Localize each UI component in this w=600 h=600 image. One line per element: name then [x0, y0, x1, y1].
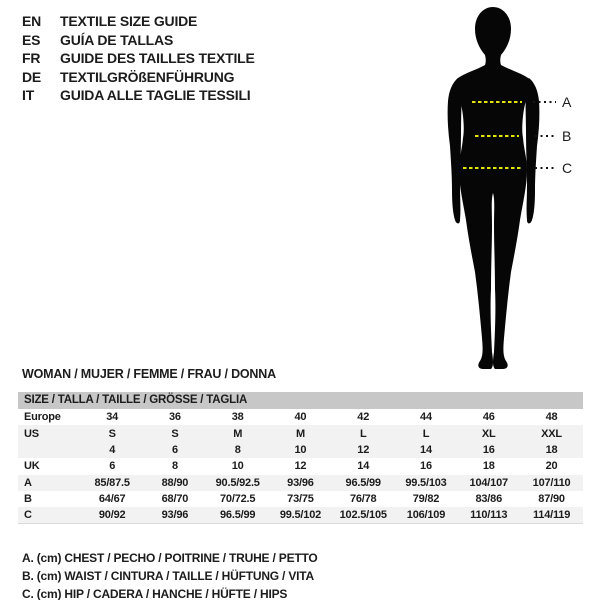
size-table-header-row — [18, 392, 583, 409]
language-row — [22, 31, 255, 50]
size-value-cell: 48 — [545, 411, 558, 424]
legend-line: A. (cm) CHEST / PECHO / POITRINE / TRUHE / PETTO — [22, 551, 318, 565]
size-value-cell: 20 — [545, 460, 558, 473]
woman-silhouette-figure — [437, 4, 563, 374]
legend-line: B. (cm) WAIST / CINTURA / TAILLE / HÜFTUNG / VITA — [22, 569, 314, 583]
table-row — [18, 442, 583, 458]
size-value-cell: 99.5/103 — [395, 475, 458, 491]
size-value-cell: 12 — [294, 460, 307, 473]
row-label: B — [24, 493, 32, 506]
language-label: GUÍA DE TALLAS — [60, 31, 174, 48]
size-value-cell: 85/87.5 — [81, 475, 144, 491]
size-value-cell: 114/119 — [520, 507, 583, 523]
table-row — [18, 475, 583, 491]
size-value-cell: 93/96 — [269, 475, 332, 491]
size-value-cell: 12 — [332, 442, 395, 458]
row-label: C — [18, 507, 81, 523]
size-value-cell: 46 — [482, 411, 495, 424]
language-row — [22, 49, 255, 68]
size-value-cell: 106/109 — [395, 507, 458, 523]
table-row — [18, 507, 583, 523]
size-value-cell: 16 — [457, 442, 520, 458]
measure-label-c: C — [562, 160, 573, 176]
size-value-cell: L — [395, 425, 458, 441]
size-value-cell: XXL — [520, 425, 583, 441]
measure-label-b: B — [562, 128, 572, 144]
size-value-cell: 8 — [171, 460, 178, 473]
size-value-cell: XL — [457, 425, 520, 441]
size-value-cell: 44 — [420, 411, 432, 424]
size-value-cell: 10 — [269, 442, 332, 458]
section-title-woman: WOMAN / MUJER / FEMME / FRAU / DONNA — [22, 367, 276, 381]
size-value-cell: 8 — [206, 442, 269, 458]
size-value-cell: 88/90 — [144, 475, 207, 491]
size-value-cell: 83/86 — [475, 493, 502, 506]
size-table-header: SIZE / TALLA / TAILLE / GRÖSSE / TAGLIA — [18, 392, 583, 409]
size-value-cell: 87/90 — [538, 493, 565, 506]
table-row — [18, 425, 583, 441]
size-value-cell: 18 — [482, 460, 495, 473]
legend-line: C. (cm) HIP / CADERA / HANCHE / HÜFTE / HIPS — [22, 587, 288, 600]
size-value-cell: 68/70 — [161, 493, 189, 506]
size-value-cell: 73/75 — [287, 493, 314, 506]
size-value-cell: 14 — [357, 460, 370, 473]
row-label: US — [18, 425, 81, 441]
size-value-cell: 70/72.5 — [220, 493, 256, 506]
size-value-cell: 102.5/105 — [332, 507, 395, 523]
language-code: ES — [22, 31, 41, 48]
size-value-cell: 38 — [231, 411, 244, 424]
size-value-cell: 40 — [294, 411, 307, 424]
table-row — [18, 458, 583, 474]
language-code: DE — [22, 68, 42, 85]
table-row — [18, 491, 583, 507]
language-label: GUIDE DES TAILLES TEXTILE — [60, 50, 255, 67]
size-value-cell: M — [206, 425, 269, 441]
size-value-cell: 107/110 — [520, 475, 583, 491]
size-value-cell: 4 — [81, 442, 144, 458]
size-value-cell: 110/113 — [457, 507, 520, 523]
size-value-cell: 42 — [357, 411, 370, 424]
size-value-cell: 34 — [106, 411, 119, 424]
size-value-cell: M — [269, 425, 332, 441]
row-label — [18, 442, 81, 458]
size-value-cell: 90/92 — [81, 507, 144, 523]
size-value-cell: 14 — [395, 442, 458, 458]
size-value-cell: 93/96 — [144, 507, 207, 523]
size-value-cell: 16 — [420, 460, 432, 473]
size-value-cell: S — [81, 425, 144, 441]
size-value-cell: 99.5/102 — [269, 507, 332, 523]
size-value-cell: 76/78 — [349, 493, 377, 506]
language-label: TEXTILE SIZE GUIDE — [60, 13, 198, 29]
row-label: A — [18, 475, 81, 491]
size-value-cell: 64/67 — [98, 493, 126, 506]
size-value-cell: 90.5/92.5 — [206, 475, 269, 491]
size-value-cell: 6 — [109, 460, 116, 473]
language-row — [22, 12, 255, 31]
size-value-cell: 10 — [231, 460, 244, 473]
row-label: Europe — [24, 411, 61, 424]
language-row — [22, 86, 255, 105]
language-guide — [22, 12, 255, 105]
size-value-cell: 18 — [520, 442, 583, 458]
measure-label-a: A — [562, 94, 572, 110]
size-value-cell: 104/107 — [457, 475, 520, 491]
size-value-cell: 36 — [168, 411, 181, 424]
table-row — [18, 409, 583, 425]
row-label: UK — [24, 460, 40, 473]
language-label: TEXTILGRÖßENFÜHRUNG — [60, 68, 235, 85]
size-value-cell: 96.5/99 — [206, 507, 269, 523]
size-table — [18, 392, 583, 524]
size-value-cell: 96.5/99 — [332, 475, 395, 491]
language-label: GUIDA ALLE TAGLIE TESSILI — [60, 87, 251, 104]
size-value-cell: 79/82 — [412, 493, 440, 506]
language-row — [22, 68, 255, 87]
language-code: IT — [22, 87, 35, 104]
size-value-cell: S — [144, 425, 207, 441]
measurement-legend — [22, 549, 318, 600]
language-code: EN — [22, 13, 42, 29]
size-value-cell: 6 — [144, 442, 207, 458]
silhouette-body-icon — [448, 7, 540, 369]
language-code: FR — [22, 50, 41, 67]
size-value-cell: L — [332, 425, 395, 441]
